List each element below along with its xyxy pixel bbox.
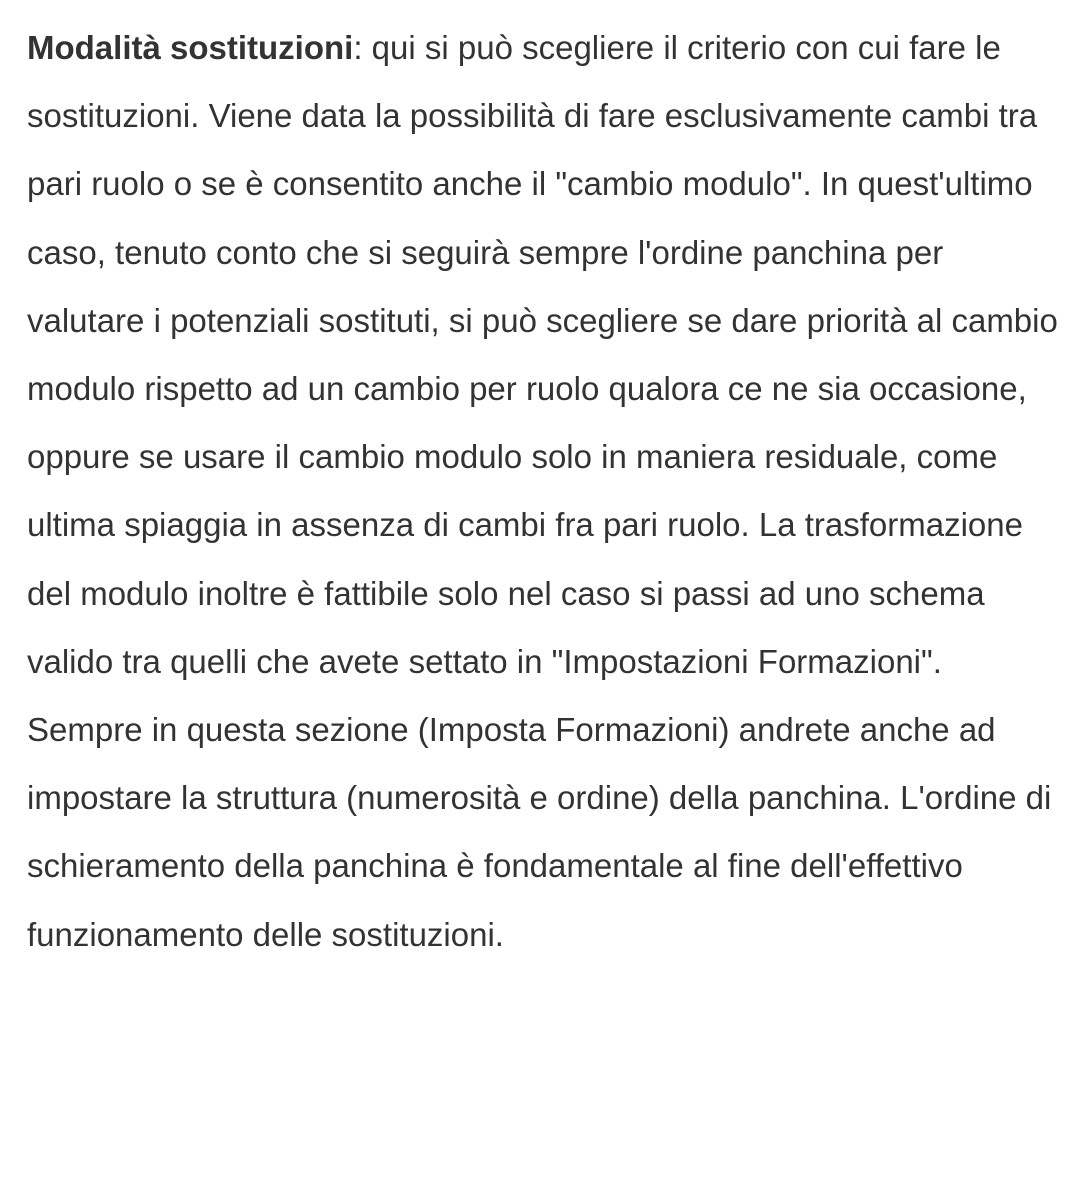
paragraph-body: : qui si può scegliere il criterio con cui fare le sostituzioni. Viene data la possibilità di fare esclusivamente cambi tra pari ruolo o se è consentito anche il "cambio modulo". In quest'ultimo caso, tenuto conto che si seguirà sempre l'ordine panchina per valutare i potenziali sostituti, si può scegliere se dare priorità al cambio modulo rispetto ad un cambio per ruolo qualora ce ne sia occasione, oppure se usare il cambio modulo solo in maniera residuale, come ultima spiaggia in assenza di cambi fra pari ruolo. La trasformazione del modulo inoltre è fattibile solo nel caso si passi ad uno schema valido tra quelli che avete settato in "Impostazioni Formazioni". Sempre in questa sezione (Imposta Formazioni) andrete anche ad impostare la struttura (numerosità e ordine) della panchina. L'ordine di schieramento della panchina è fondamentale al fine dell'effettivo funzionamento delle sostituzioni. xyxy=(27,29,1058,953)
article-content xyxy=(27,14,1062,969)
term-heading: Modalità sostituzioni xyxy=(27,29,354,66)
substitution-mode-paragraph xyxy=(27,14,1062,969)
